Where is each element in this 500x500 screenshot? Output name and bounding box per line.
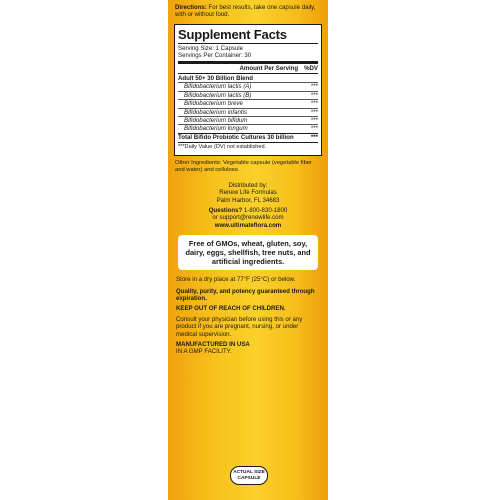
strain-row (178, 82, 318, 90)
strain-name: Bifidobacterium lactis (A) (184, 83, 252, 91)
strain-row (178, 124, 318, 132)
quality-guarantee: Quality, purity, and potency guaranteed through expiration. (176, 287, 315, 302)
strain-dv: *** (310, 91, 318, 99)
strain-row (178, 108, 318, 116)
questions-label: Questions? (208, 206, 243, 214)
facts-header-row (178, 65, 318, 72)
dv-footnote: ***Daily Value (DV) not established. (178, 144, 267, 151)
total-row (178, 133, 318, 141)
strain-row (178, 91, 318, 99)
strain-dv: *** (310, 125, 318, 133)
company-address: Palm Harbor, FL 34683 (216, 196, 280, 204)
company-name: Renew Life Formulas (219, 189, 277, 197)
other-ingredients: Other Ingredients: Vegetable capsule (vegetable fiber and water) and cellulose. (175, 159, 312, 173)
distributor-info (177, 182, 319, 229)
label-content (173, 4, 323, 356)
strain-dv: *** (310, 83, 318, 91)
supplement-facts-panel (174, 24, 322, 156)
website: www.ultimateflora.com (214, 221, 282, 229)
total-label: Total Bifido Probiotic Cultures (178, 133, 266, 141)
strain-name: Bifidobacterium bifidum (184, 117, 248, 125)
strain-dv: *** (310, 108, 318, 116)
amount-header: Amount Per Serving (239, 64, 299, 72)
strain-name: Bifidobacterium infantis (184, 108, 247, 116)
total-value: 30 billion (267, 133, 294, 141)
strain-name: Bifidobacterium lactis (B) (184, 91, 252, 99)
directions (175, 4, 321, 19)
storage-instructions: Store in a dry place at 77°F (25°C) or below. (176, 276, 296, 284)
strain-name: Bifidobacterium longum (184, 125, 248, 133)
strain-row (178, 99, 318, 107)
total-dv: *** (310, 133, 318, 141)
phone-number: 1-800-830-1800 (243, 206, 288, 214)
dv-header: %DV (304, 64, 318, 72)
child-warning: KEEP OUT OF REACH OF CHILDREN. (176, 305, 286, 313)
strain-dv: *** (310, 117, 318, 125)
manufactured-in: MANUFACTURED IN USA (176, 340, 250, 348)
directions-label: Directions: (175, 4, 207, 11)
actual-size-line1: ACTUAL SIZE (233, 470, 265, 475)
directions-text: For best results, take one capsule daily, with or without food. (175, 4, 316, 19)
actual-size-line2: CAPSULE (237, 475, 261, 481)
facts-title: Supplement Facts (178, 26, 287, 42)
servings-per-container: Servings Per Container: 30 (178, 52, 252, 60)
serving-size: Serving Size: 1 Capsule (178, 44, 244, 52)
strain-row (178, 116, 318, 124)
actual-size-capsule (230, 466, 268, 485)
blend-name: Adult 50+ 30 Billion Blend (178, 75, 253, 83)
strain-dv: *** (310, 100, 318, 108)
support-email: or support@renewlife.com (212, 214, 284, 222)
allergen-free-box: Free of GMOs, wheat, gluten, soy, dairy, eggs, shellfish, tree nuts, and artificial ingredients. (178, 235, 318, 270)
physician-warning: Consult your physician before using this or any product if you are pregnant, nursing, or under medical supervision. (176, 315, 303, 338)
gmp-facility: IN A GMP FACILITY. (176, 348, 232, 356)
distributed-by: Distributed by: (228, 181, 268, 189)
strain-name: Bifidobacterium breve (184, 100, 243, 108)
